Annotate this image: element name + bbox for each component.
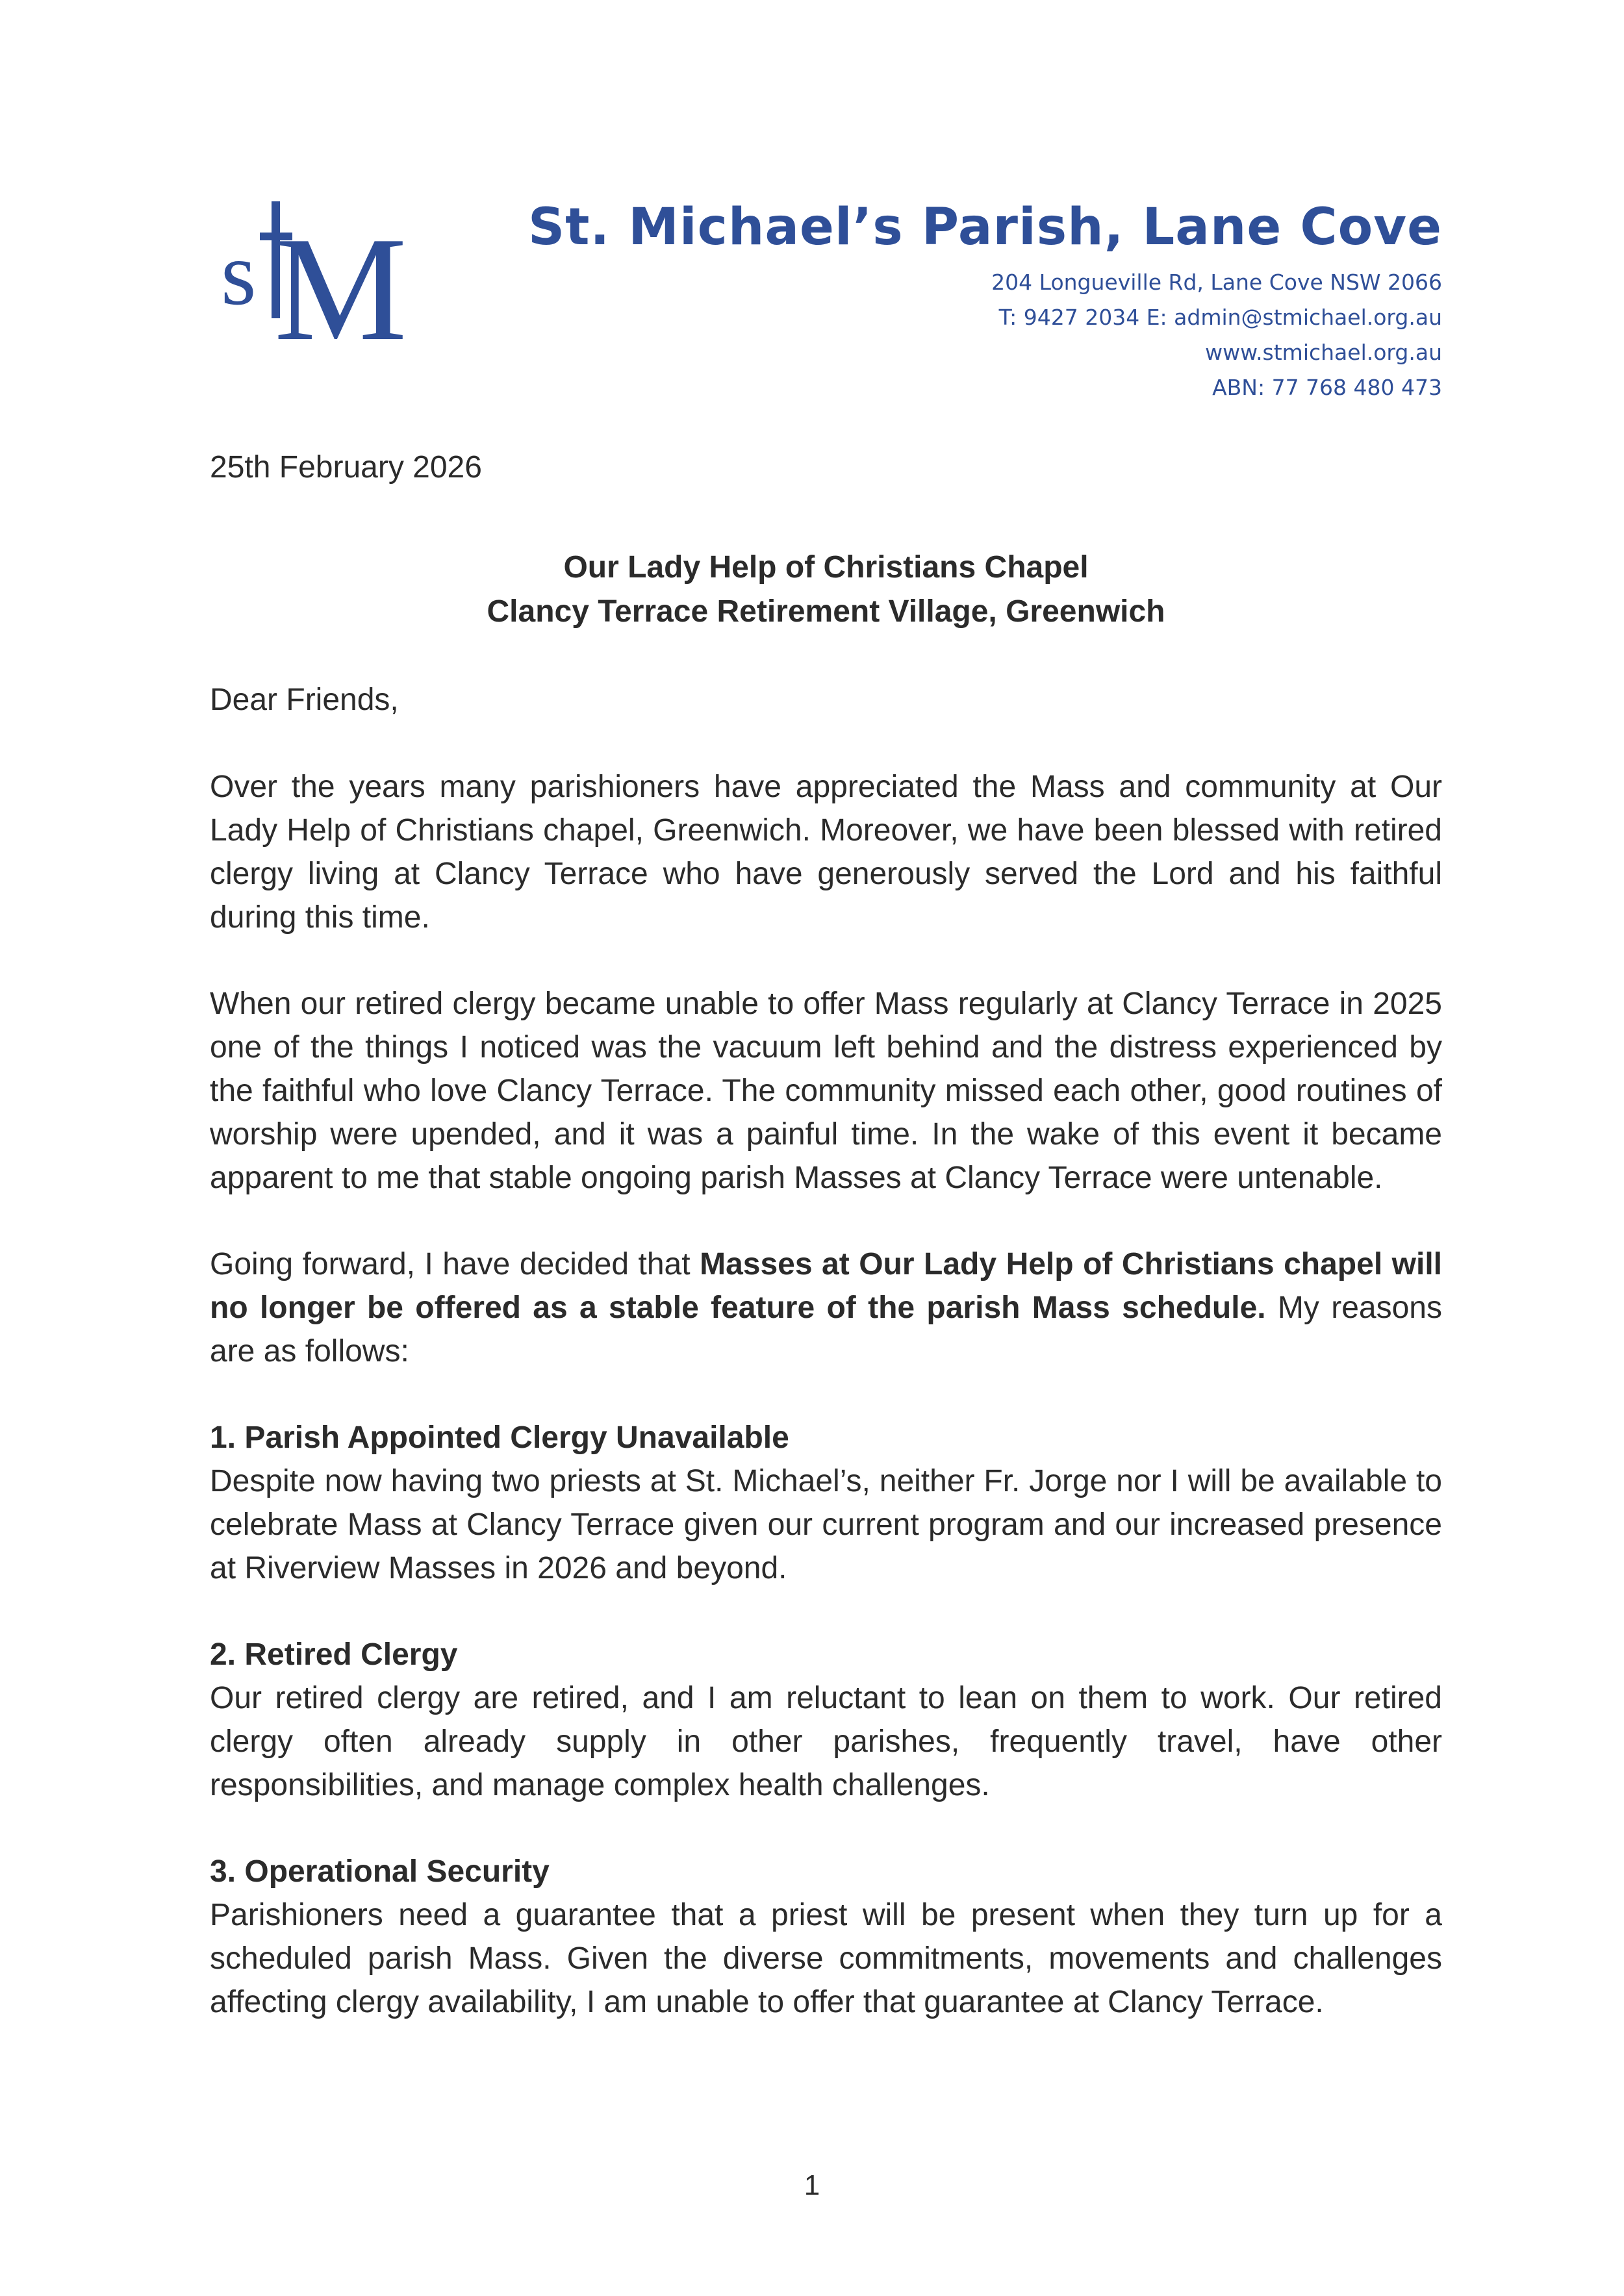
letter-date: 25th February 2026 (210, 450, 482, 485)
page-number: 1 (804, 2169, 820, 2201)
section-2-title: 2. Retired Clergy (210, 1637, 458, 1672)
section-2-text: Our retired clergy are retired, and I am reluctant to lean on them to work. Our retired clergy often already supply in other parishes, frequently travel, have other responsibilities, and manage complex health challenges. (210, 1681, 1442, 1802)
parish-abn: ABN: 77 768 480 473 (1212, 375, 1442, 400)
paragraph-3-decision: Masses at Our Lady Help of Christians chapel will no longer be offered as a stable feature of the parish Mass schedule. (210, 1247, 1442, 1325)
salutation: Dear Friends, (210, 683, 399, 717)
heading-line-2: Clancy Terrace Retirement Village, Greenwich (487, 594, 1165, 629)
heading-line-1: Our Lady Help of Christians Chapel (563, 550, 1089, 585)
paragraph-1: Over the years many parishioners have appreciated the Mass and community at Our Lady Help of Christians chapel, Greenwich. Moreover, we have been blessed with retired clergy living at Clancy Terrace who have generously served the Lord and his faithful during this time. (210, 770, 1442, 935)
letter-body (210, 448, 1442, 2024)
parish-contact: T: 9427 2034 E: admin@stmichael.org.au (998, 305, 1442, 330)
parish-website: www.stmichael.org.au (1205, 340, 1442, 365)
letterhead (528, 195, 1442, 405)
paragraph-2: When our retired clergy became unable to offer Mass regularly at Clancy Terrace in 2025 one of the things I noticed was the vacuum left behind and the distress experienced by the faithful who love Clancy Terrace. The community missed each other, good routines of worship were upended, and it was a painful time. In the wake of this event it became apparent to me that stable ongoing parish Masses at Clancy Terrace were untenable. (210, 987, 1442, 1195)
parish-logo: s M (214, 195, 435, 357)
paragraph-3 (210, 1243, 1442, 1373)
section-3-title: 3. Operational Security (210, 1854, 550, 1889)
parish-address: 204 Longueville Rd, Lane Cove NSW 2066 (991, 270, 1442, 295)
section-1-title: 1. Parish Appointed Clergy Unavailable (210, 1420, 789, 1455)
parish-name: St. Michael’s Parish, Lane Cove (527, 198, 1442, 257)
section-3-text: Parishioners need a guarantee that a priest will be present when they turn up for a scheduled parish Mass. Given the diverse commitments, movements and challenges affecting clergy availability, I am unable to offer that guarantee at Clancy Terrace. (210, 1898, 1442, 2019)
section-1-text: Despite now having two priests at St. Michael’s, neither Fr. Jorge nor I will be available to celebrate Mass at Clancy Terrace given our current program and our increased presence at Riverview Masses in 2026 and beyond. (210, 1464, 1442, 1585)
letter-heading (210, 546, 1442, 634)
paragraph-3-end: My reasons are as follows: (210, 1291, 1443, 1369)
paragraph-3-start: Going forward, I have decided that (210, 1247, 700, 1281)
